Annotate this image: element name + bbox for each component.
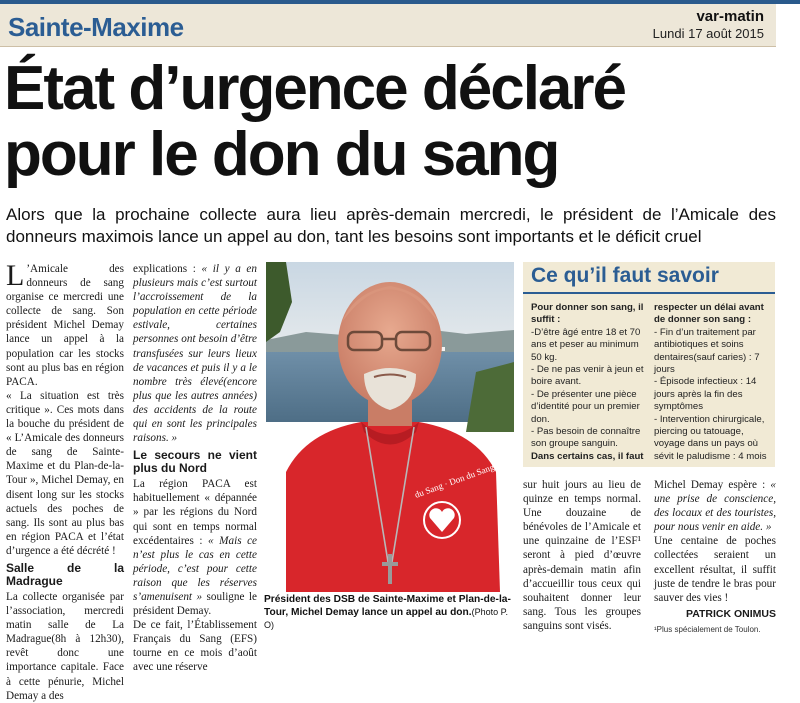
article-photo	[266, 262, 514, 592]
paragraph-text: souligne le président Demay.	[133, 590, 257, 618]
paragraph-text: La région PACA est habituellement « dépannée » par les régions du Nord qui sont en temps normal excédentaires :	[133, 478, 257, 547]
paragraph	[6, 259, 124, 389]
info-item: - De ne pas venir à jeun et boire avant.	[531, 364, 644, 388]
paragraph-text: Michel Demay espère :	[654, 479, 771, 491]
paragraph-text: ’Amicale des donneurs de sang organise ce mercredi une collecte de sang. Son président Michel Demay lance un appel à la population car les stocks sont au plus bas en région PACA.	[6, 263, 124, 388]
lede: Alors que la prochaine collecte aura lieu après-demain mercredi, le président de l’Amicale des donneurs maximois lance un appel au don, tant les besoins sont importants et le déficit cruel	[6, 205, 776, 246]
article-column-3	[523, 478, 641, 633]
footnote: ¹Plus spécialement de Toulon.	[654, 624, 761, 634]
section-title: Sainte-Maxime	[8, 12, 184, 42]
photo-illustration	[266, 262, 514, 592]
info-heading: Dans certains cas, il faut	[531, 450, 644, 462]
headline-line-2: pour le don du sang	[4, 120, 559, 189]
article-column-2	[133, 262, 257, 675]
headline-line-1: État d’urgence déclaré	[4, 54, 626, 123]
info-heading: Pour donner son sang, il suffit :	[531, 302, 644, 326]
info-box-title: Ce qu’il faut savoir	[531, 264, 719, 287]
section-header	[0, 4, 776, 47]
photo-credit: (Photo P. O)	[264, 607, 508, 630]
drop-cap: L	[6, 259, 25, 292]
author-signature: PATRICK ONIMUS	[685, 607, 776, 620]
article-column-4	[654, 478, 776, 637]
paragraph: De ce fait, l’Établissement Français du Sang (EFS) tourne en ce mois d’août avec une réserve	[133, 619, 257, 674]
photo-caption	[264, 593, 516, 632]
paragraph	[654, 478, 776, 534]
info-item: - Intervention chirurgicale, piercing ou tatouage, voyage dans un pays où sévit le paludisme : 4 mois	[654, 413, 767, 462]
headline	[4, 56, 784, 188]
paragraph	[133, 477, 257, 618]
info-item: - Épisode infectieux : 14 jours après la fin des symptômes	[654, 376, 757, 413]
info-box-rule	[523, 292, 775, 294]
quote: « une prise de conscience, des locaux et des touristes, pour nous venir en aide. »	[654, 479, 776, 534]
info-box-right	[654, 302, 772, 463]
caption-text: Président des DSB de Sainte-Maxime et Plan-de-la-Tour, Michel Demay lance un appel au don.	[264, 594, 511, 618]
quote: « Mais ce n’est plus le cas en cette période, c’est pour cette raison que les réserves s’amenuisent »	[133, 534, 258, 603]
info-box-left	[531, 302, 649, 463]
paragraph	[133, 262, 257, 445]
info-box	[523, 262, 775, 467]
newspaper-brand: var-matin	[696, 8, 764, 25]
subhead: Le secours ne vient plus du Nord	[133, 448, 257, 476]
info-item: - Pas besoin de connaître son groupe sanguin.	[531, 426, 641, 450]
paragraph: « La situation est très critique ». Ces mots dans la bouche du président de « L’Amicale des donneurs de sang de Sainte-Maxime et du Plan-de-la-Tour », Michel Demay, en disent long sur les stocks actuels des poches de sang. Ils sont au plus bas en région PACA et l’état d’urgence a été décrété !	[6, 389, 124, 557]
subhead: Salle de la Madrague	[6, 560, 124, 588]
quote: « il y a en plusieurs mais c’est surtout l’accroissement de la population en cette période estivale, certaines personnes ont besoin d’être transfusées sur leurs lieux de vacances et puis il y a le nombre très élevé(encore plus que les autres années) des accidents de la route qui en sont les principales raisons. »	[133, 263, 257, 445]
info-item: - Fin d’un traitement par antibiotiques et soins dentaires(sauf caries) : 7 jours	[654, 326, 760, 376]
tshirt-text: du Sang · Don du Sang	[413, 461, 496, 500]
paragraph: Une centaine de poches collectées seraient un excellent résultat, il suffit juste de tendre le bras pour sauver des vies !	[654, 535, 776, 604]
article-column-1	[6, 259, 124, 703]
info-item: - De présenter une pièce d’identité pour un premier don.	[531, 388, 640, 425]
paragraph: La collecte organisée par l’association, mercredi matin salle de La Madrague(8h à 12h30), revêt donc une importance capitale. Face à cette pénurie, Michel Demay a des	[6, 590, 124, 702]
paragraph: sur huit jours au lieu de quinze en temps normal. Une douzaine de bénévoles de l’Amicale et une quinzaine de l’ESF¹ seront à pied d’œuvre après-demain matin afin d’accueillir tous ceux qui souhaitent donner leur sang. Tous les groupes sanguins sont visés.	[523, 479, 641, 632]
red-tshirt	[286, 422, 500, 592]
info-item: -D’être âgé entre 18 et 70 ans et peser au minimum 50 kg.	[531, 326, 641, 363]
publication-date: Lundi 17 août 2015	[652, 26, 764, 41]
paragraph-text: explications :	[133, 263, 202, 275]
info-heading: respecter un délai avant de donner son sang :	[654, 302, 764, 326]
